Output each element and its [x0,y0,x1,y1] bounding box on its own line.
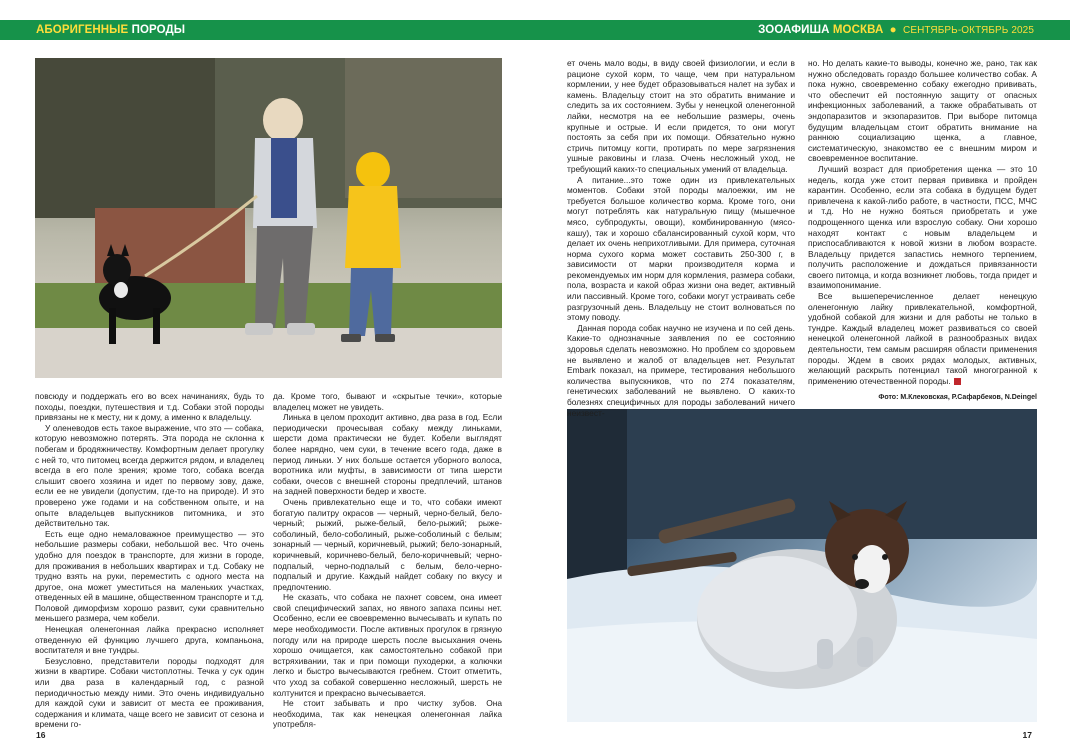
paragraph: А питание...это тоже один из привлекательных моментов. Собаки этой породы малоежки, им не требуется большое количество корма. Кроме того, они могут потреблять как натуральную пищу (мышечное мясо, субпродукты, овощи), комбинированную (мясо-кашу), так и хорошо сбалансированный сухой корм, что делает их очень неприхотливыми. Для примера, суточная норма сухого корма может составить 250-300 г, в зависимости от марки производителя корма и рекомендуемых им норм для кормления, размера собаки, пола, возраста и какой образ жизни она ведет, активный или пассивный. Кроме того, собаки могут устраивать себе разгрузочный день. Владельцу не стоит волноваться по этому поводу. [567,174,795,323]
paragraph: У оленеводов есть такое выражение, что это — собака, которую невозможно потерять. Эта порода не склонна к побегам и бродяжничеству. Комфортным делает прогулку с ней то, что питомец всегда держится рядом, и владелец всегда в его поле зрения; кроме того, собака всегда слышит своего хозяина и идет по первому зову, даже, если ее не увидели (допустим, где-то на природе). И это проверено уже годами и на собственном опыте, и на опыте владельцев выпускников питомника, и это действительно так. [35,422,264,529]
paragraph: Данная порода собак научно не изучена и по сей день. Какие-то однозначные заявления по ее состоянию здоровья сделать невозможно. Но проблем со здоровьем не выявлено и жалоб от владельцев нет. Результат Embark показал, на примере, тестирования небольшого количества выпускников, что по 274 показателям, генетических заболеваний не выявлено. О каких-то болезнях специфичных для породы заболеваний ничего неизвест- [567,322,795,418]
section-title-main: АБОРИГЕННЫЕ [36,24,129,36]
paragraph-final [808,291,1037,386]
section-title-accent: ПОРОДЫ [131,24,186,36]
section-title [36,22,185,38]
final-text: Все вышеперечисленное делает ненецкую оленегонную лайку привлекательной, комфортной, удобной собакой для жизни и для работы не только в тундре. Каждый владелец может развиваться со своей ненецкой оленегонной лайкой в разнообразных видах деятельности, тем самым расширяя области применения породы. Ждем в своих рядах молодых, активных, желающий раскрыть потенциал такой многогранной к применению отечественной породы. [808,291,1037,386]
paragraph: Линька в целом проходит активно, два раза в год. Если периодически прочесывая собаку между линьками, шерсти дома практически не будет. Кобели выглядят более нарядно, чем суки, в течение всего года, даже в период линьки. У них больше остается уборного волоса, воротника или муфты, в зависимости от типа шерсти собаки, очесов с внешней стороны предплечий, штанов на задней поверхности бедер и хвосте. [273,412,502,497]
paragraph: но. Но делать какие-то выводы, конечно же, рано, так как нужно обследовать гораздо большее количество собак. А пока нужно, своевременно собаку ежегодно прививать, что обеспечит ей постоянную защиту от опасных инфекционных заболеваний, а также обрабатывать от эндопаразитов и экзопаразитов. При выборе питомца будущим владельцам стоит обратить внимание на раннюю социализацию щенка, а главное, систематическую, знакомство ее с внешним миром и своевременное воспитание. [808,58,1037,164]
text-column-2 [273,391,502,730]
paragraph: да. Кроме того, бывают и «скрытые течки», которые владелец может не увидеть. [273,391,502,412]
photo-woman-child-dog-illustration [35,58,502,378]
header-separator-dot: ● [889,24,897,36]
paragraph: Очень привлекательно еще и то, что собаки имеют богатую палитру окрасов — черный, черно-белый, бело-черный; рыжий, рыже-белый, бело-рыжий; рыже-соболиный, бело-соболиный, рыже-соболиный с белым; зонарный — черный, коричневый, рыжий; бело-зонарный, коричневый, коричнево-белый, бело-коричневый; черно-подпалый, черно-подпалый с белым, бело-черно-подпалый и другие. Каждый найдет собаку по вкусу и предпочтению. [273,496,502,592]
magazine-city: МОСКВА [832,24,884,36]
photo-puppy-illustration [567,409,1037,722]
text-column-4 [808,58,1037,386]
text-column-3 [567,58,795,418]
paragraph: Не сказать, что собака не пахнет совсем, она имеет свой специфический запах, но явного запаха псины нет. Особенно, если ее своевременно вычесывать и купать по мере необходимости. После активных прогулок в грязную погоду или на природе шерсть после высыхания очень хорошо очищается, как самостоятельно собакой при встряхивании, так и при помощи пуходерки, а колючки легко и быстро вычесываются гребнем. Стоит отметить, что уход за собакой совершенно несложный, шерсть не колтунится и прекрасно вычесывается. [273,592,502,698]
paragraph: ет очень мало воды, в виду своей физиологии, и если в рационе сухой корм, то чаще, чем при натуральном кормлении, у нее будет образовываться налет на зубах и камень. Владельцу стоит на это обратить внимание и следить за их состоянием. Зубы у ненецкой оленегонной лайки, несмотря на ее небольшие размеры, очень крупные и острые. И если придется, то они могут постоять за себя при их помощи. Обязательно нужно стричь питомцу когти, протирать по мере загрязнения ушные раковины и глаза. Очень несложный уход, не требующий каких-то специальных умений от владельца. [567,58,795,174]
text-column-1 [35,391,264,730]
paragraph: Не стоит забывать и про чистку зубов. Она необходима, так как ненецкая оленегонная лайка употребля- [273,698,502,730]
page-number-right: 17 [1022,730,1032,740]
end-of-article-mark [954,378,961,385]
issue-date: СЕНТЯБРЬ-ОКТЯБРЬ 2025 [903,25,1034,36]
paragraph: Есть еще одно немаловажное преимущество — это небольшие размеры собаки, небольшой вес. Что очень удобно для поездок в транспорте, для жизни в городе, для проживания в небольших квартирах и т.д. Собаку не трудно взять на руки, переместить с одного места на другое, она может уместиться на маленьких участках, отведенных ей в машине, общественном транспорте и т.д. Половой диморфизм хорошо развит, суки сравнительно меньшего размера, чем кобели. [35,528,264,624]
paragraph: Безусловно, представители породы подходят для жизни в квартире. Собаки чистоплотны. Течка у сук один или два раза в календарный год, с разной периодичностью между ними. Это очень индивидуально для каждой суки и зависит от места ее проживания, содержания и климата, чаще всего не зависит от сезона и времени го- [35,655,264,730]
magazine-name: ЗООАФИША [758,24,830,36]
paragraph: повсюду и поддержать его во всех начинаниях, будь то походы, поездки, путешествия и т.д. Собаки этой породы привязаны не к месту, ни к дому, а именно к владельцу. [35,391,264,423]
magazine-header [758,22,1034,39]
photo-woman-child-dog [35,58,502,378]
paragraph: Лучший возраст для приобретения щенка — это 10 недель, когда уже стоит первая прививка и пройден карантин. Особенно, если эта собака в будущем будет привлечена к какой-либо работе, в частности, ПСС, МЧС и т.д. Но не нужно бояться приобретать и уже подрощенного щенка или взрослую собаку. Они хорошо находят контакт с новым владельцем и приспосабливаются к новой жизни в любом возрасте. Владельцу придется запастись немного терпением, получить расположение и дождаться привязанности своего питомца, и когда возникнет любовь, тогда придет и взаимопонимание. [808,163,1037,291]
page-number-left: 16 [36,730,46,740]
paragraph: Ненецкая оленегонная лайка прекрасно исполняет отведенную ей функцию лучшего друга, компаньона, воспитателя и вне тундры. [35,624,264,656]
photo-puppy-in-snow [567,409,1037,722]
photo-credit: Фото: М.Клековская, Р.Сафарбеков, N.Deingel [878,394,1037,401]
